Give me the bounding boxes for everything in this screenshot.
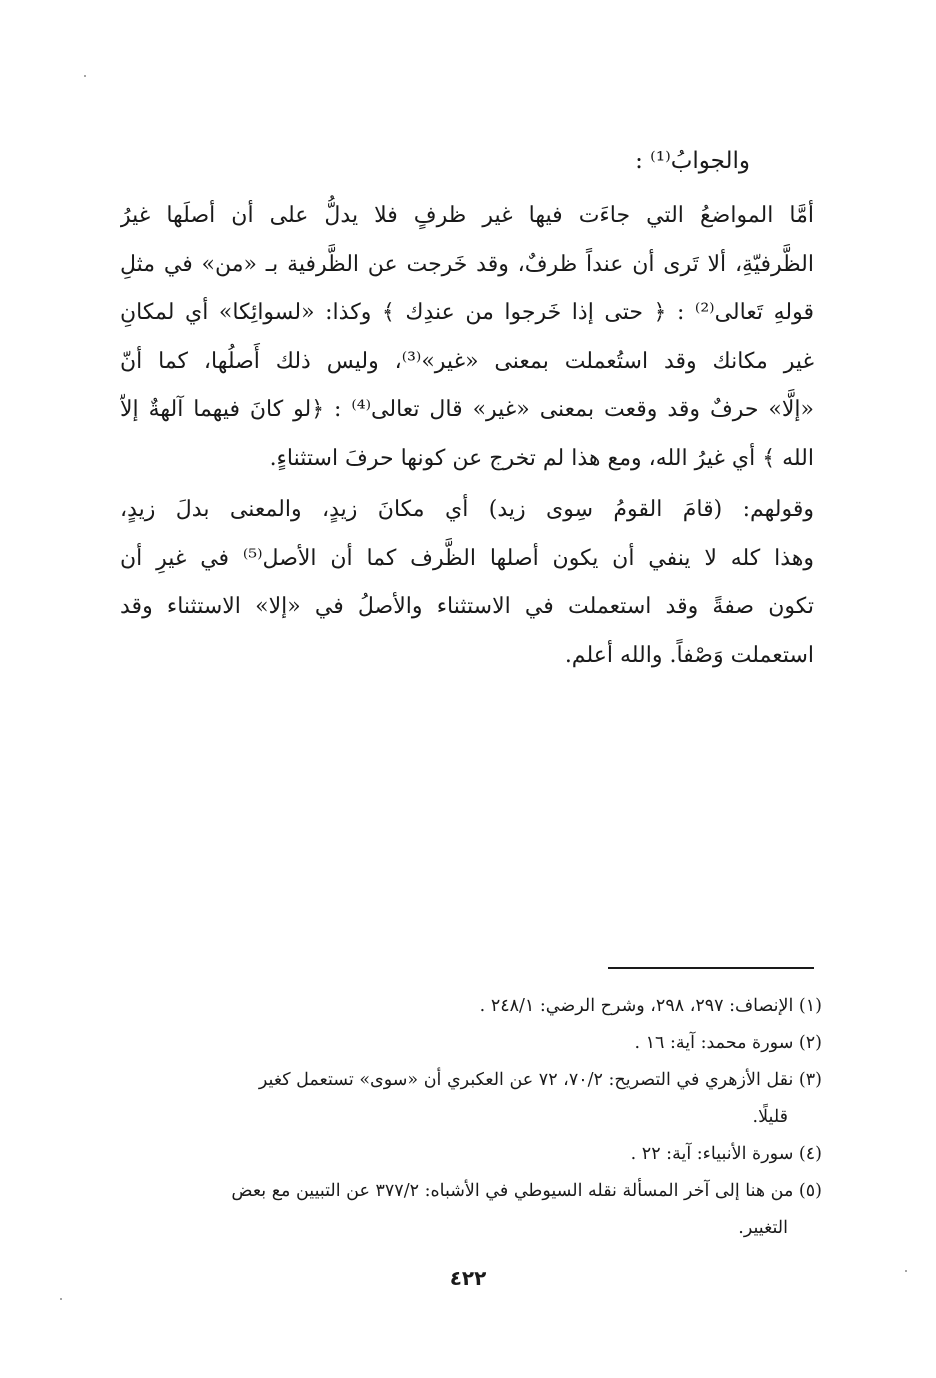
footnote-4: (٤) سورة الأنبياء: آية: ٢٢ . xyxy=(630,1144,822,1164)
text-line: وقولهم: (قامَ القومُ سِوى زيد) أي مكانَ زيدٍ، والمعنى بدلَ زيدٍ، xyxy=(120,497,814,522)
main-paragraph-2 xyxy=(120,486,814,680)
text-line: قولهِ تَعالى⁽²⁾ : ﴿ حتى إذا خَرجوا من عندِك ﴾ وكذا: «لسوائِكا» أي لمكانِ xyxy=(120,300,814,325)
answer-heading: والجوابُ⁽¹⁾ : xyxy=(635,148,750,174)
footnote-3: (٣) نقل الأزهري في التصريح: ٧٠/٢، ٧٢ عن العكبري أن «سوى» تستعمل كغير xyxy=(258,1070,822,1090)
text-line: «إلَّا» حرفٌ وقد وقعت بمعنى «غير» قال تعالى⁽⁴⁾ : ﴿لو كانَ فيهما آلهةٌ إلاّ xyxy=(120,397,814,422)
footnotes xyxy=(120,988,822,1247)
scan-speck xyxy=(60,1298,62,1300)
text-line: الظَّرفيّةِ، ألا تَرى أن عنداً ظرفٌ، وقد خَرجت عن الظَّرفية بـ «من» في مثلِ xyxy=(120,251,814,277)
footnote-5: (٥) من هنا إلى آخر المسألة نقله السيوطي في الأشباه: ٣٧٧/٢ عن التبيين مع بعض xyxy=(231,1181,822,1201)
footnote-3-continuation: قليلًا. xyxy=(752,1107,788,1127)
scan-speck xyxy=(905,1270,907,1272)
footnote-5-continuation: التغيير. xyxy=(738,1218,788,1238)
text-line: تكون صفةً وقد استعملت في الاستثناء والأصلُ في «إلا» الاستثناء وقد xyxy=(120,594,814,619)
text-line: استعملت وَصْفاً. والله أعلم. xyxy=(564,642,814,668)
text-line: غير مكانك وقد استُعملت بمعنى «غير»⁽³⁾، وليس ذلك أَصلُها، كما أنّ xyxy=(120,348,814,374)
footnote-2: (٢) سورة محمد: آية: ١٦ . xyxy=(634,1033,822,1053)
page-number: ٤٢٢ xyxy=(449,1266,487,1290)
scan-speck xyxy=(84,75,86,77)
text-line: وهذا كله لا ينفي أن يكون أصلها الظَّرف كما أن الأصل⁽⁵⁾ في غيرِ أن xyxy=(120,545,814,571)
text-line: الله ﴾ أي غيرُ الله، ومع هذا لم تخرج عن كونها حرفَ استثناءٍ. xyxy=(269,445,814,471)
footnote-1: (١) الإنصاف: ٢٩٧، ٢٩٨، وشرح الرضي: ٢٤٨/١ . xyxy=(479,996,822,1016)
text-line: أمَّا المواضعُ التي جاءَت فيها غير ظرفٍ فلا يدلُّ على أن أصلَها غيرُ xyxy=(120,203,814,228)
footnote-divider xyxy=(608,967,814,969)
main-paragraph-1 xyxy=(120,192,814,483)
